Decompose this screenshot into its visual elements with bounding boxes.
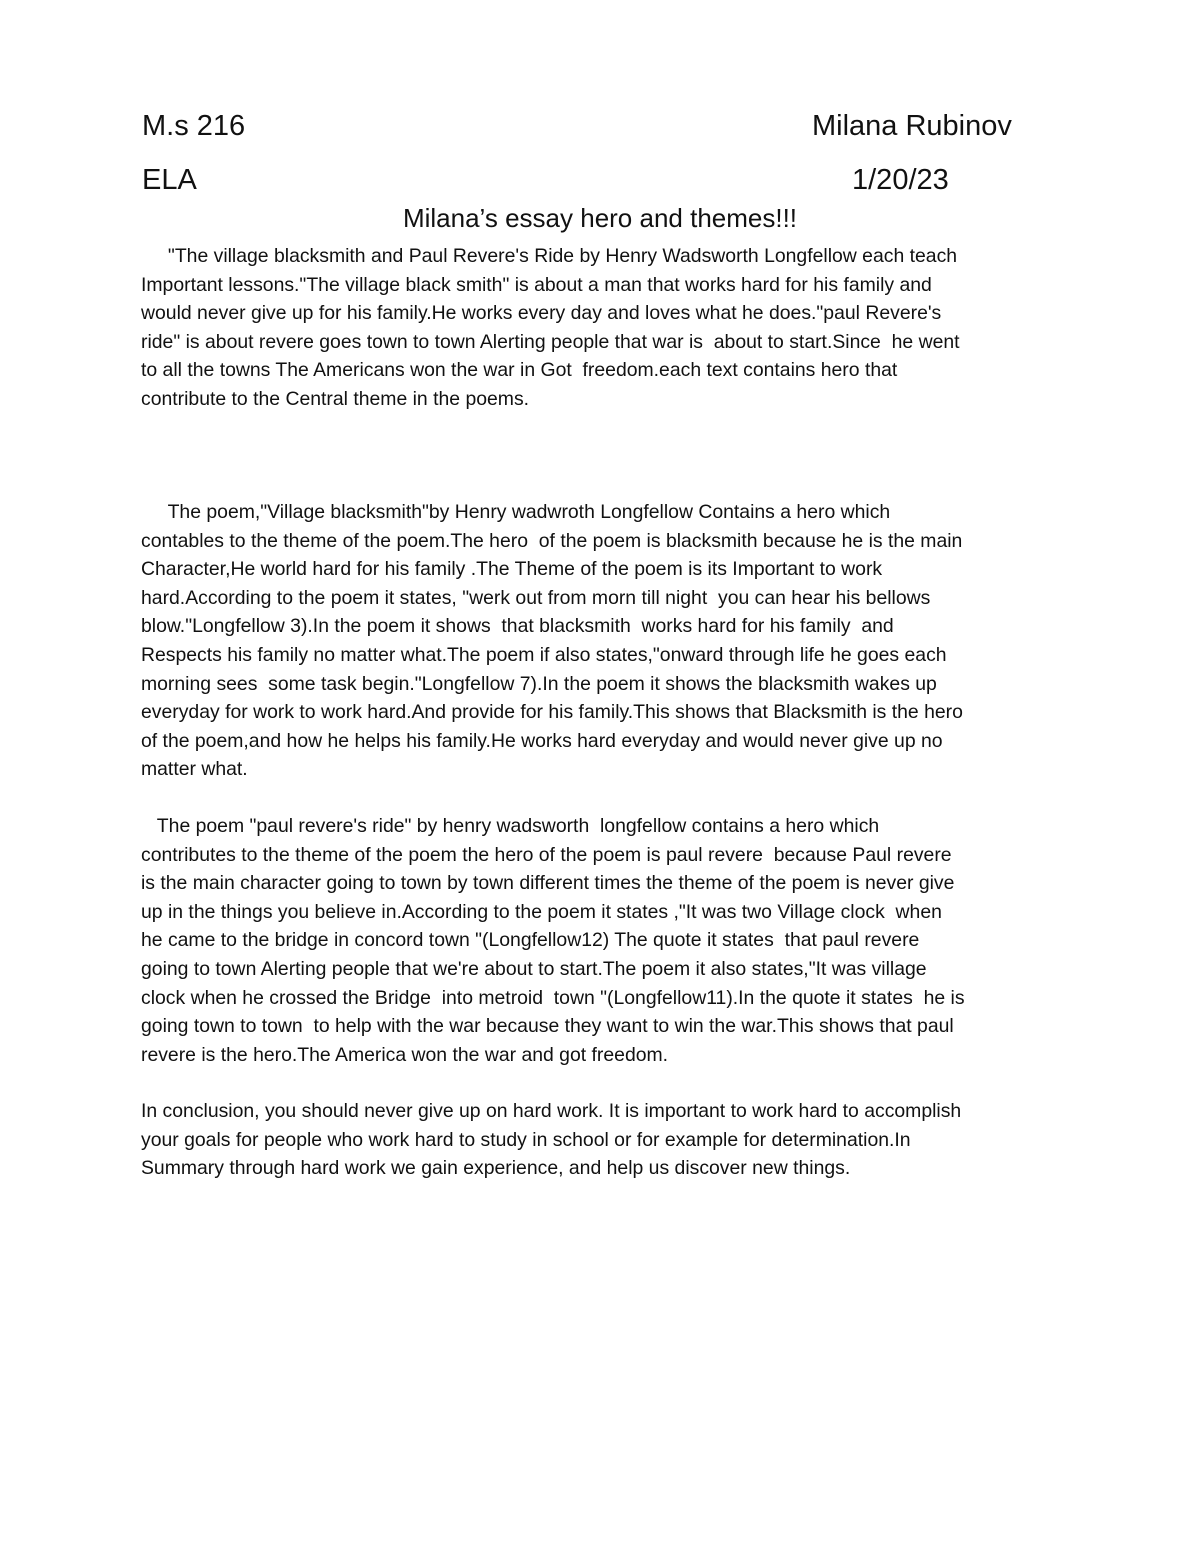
text-line: Character,He world hard for his family .The Theme of the poem is its Important to work [141,558,883,581]
paragraph-conclusion [141,1097,1071,1183]
text-line: contribute to the Central theme in the poems. [141,387,530,410]
text-line: "The village blacksmith and Paul Revere's Ride by Henry Wadsworth Longfellow each teach [141,245,958,267]
text-line: hard.According to the poem it states, "werk out from morn till night you can hear his bellows [141,586,931,609]
date-label: 1/20/23 [852,164,949,196]
paragraph-blacksmith [141,498,1071,784]
text-line: would never give up for his family.He works every day and loves what he does."paul Revere's [141,302,942,325]
text-line: clock when he crossed the Bridge into metroid town "(Longfellow11).In the quote it states he is [141,986,965,1009]
text-line: of the poem,and how he helps his family.He works hard everyday and would never give up no [141,729,943,752]
student-name: Milana Rubinov [812,110,1012,142]
text-line: morning sees some task begin."Longfellow 7).In the poem it shows the blacksmith wakes up [141,672,937,695]
text-line: Important lessons."The village black smith" is about a man that works hard for his family and [141,273,932,296]
text-line: contributes to the theme of the poem the hero of the poem is paul revere because Paul revere [141,843,952,866]
school-label: M.s 216 [142,110,246,142]
text-line: is the main character going to town by town different times the theme of the poem is never give [141,872,955,895]
text-line: contables to the theme of the poem.The hero of the poem is blacksmith because he is the main [141,529,963,552]
text-line: Respects his family no matter what.The poem if also states,"onward through life he goes each [141,643,947,666]
text-line: blow."Longfellow 3).In the poem it shows that blacksmith works hard for his family and [141,615,894,638]
text-line: going town to town to help with the war because they want to win the war.This shows that paul [141,1015,954,1038]
text-line: your goals for people who work hard to study in school or for example for determination.In [141,1128,911,1151]
text-line: revere is the hero.The America won the war and got freedom. [141,1043,669,1066]
text-line: matter what. [141,758,248,781]
paragraph-paul-revere [141,812,1071,1069]
text-line: up in the things you believe in.According to the poem it states ,"It was two Village clock when [141,900,942,923]
text-line: Summary through hard work we gain experience, and help us discover new things. [141,1157,851,1180]
text-line: The poem,"Village blacksmith"by Henry wadwroth Longfellow Contains a hero which [141,501,891,523]
text-line: to all the towns The Americans won the war in Got freedom.each text contains hero that [141,359,898,382]
text-line: In conclusion, you should never give up on hard work. It is important to work hard to accomplish [141,1100,962,1122]
subject-label: ELA [142,164,197,196]
text-line: ride" is about revere goes town to town Alerting people that war is about to start.Since he went [141,330,960,353]
text-line: The poem "paul revere's ride" by henry wadsworth longfellow contains a hero which [141,815,880,837]
text-line: going to town Alerting people that we're about to start.The poem it also states,"It was village [141,957,927,980]
essay-title: Milana’s essay hero and themes!!! [402,203,798,233]
paragraph-intro [141,242,1071,414]
text-line: he came to the bridge in concord town "(Longfellow12) The quote it states that paul revere [141,929,920,952]
text-line: everyday for work to work hard.And provide for his family.This shows that Blacksmith is the hero [141,701,963,724]
